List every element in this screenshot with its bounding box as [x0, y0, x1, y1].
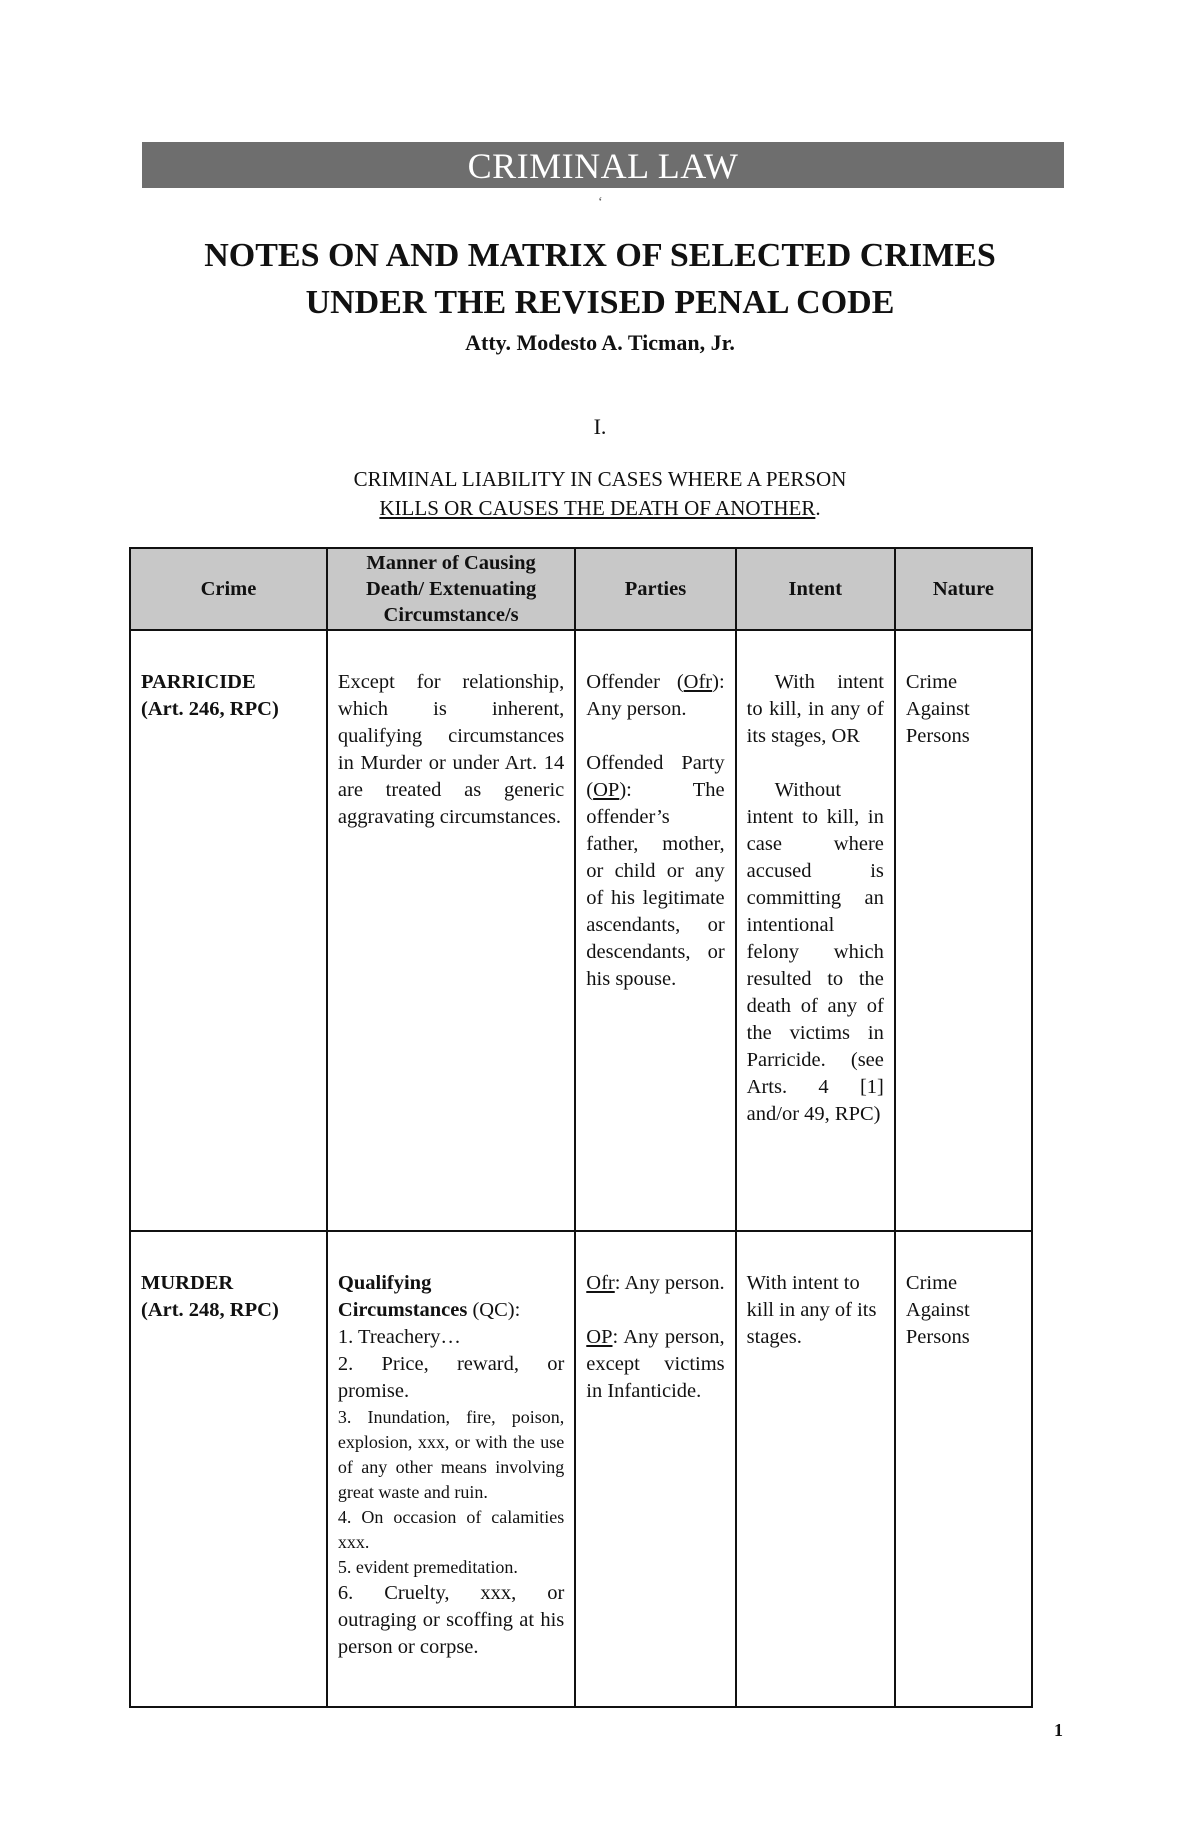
qc-item: 1. Treachery…: [337, 1326, 461, 1348]
crime-cell: [130, 1231, 327, 1707]
parties-cell: [575, 1231, 735, 1707]
document-title-line-2: UNDER THE REVISED PENAL CODE: [305, 284, 895, 321]
header-nature: Nature: [895, 548, 1032, 630]
intent-without: Without intent to kill, in case where accused is committing an intentional felony which resulted to the death of any of the victims in Parricide. (see Arts. 4 [1] and/or 49, RPC): [746, 779, 884, 1125]
document-title-line-1: NOTES ON AND MATRIX OF SELECTED CRIMES: [204, 237, 996, 274]
crime-article: (Art. 246, RPC): [141, 698, 279, 720]
qc-item: 2. Price, reward, or promise.: [337, 1353, 565, 1402]
intent-cell: [736, 630, 895, 1231]
qc-item: 5. evident premeditation.: [337, 1557, 518, 1577]
nature-cell: Crime Against Persons: [895, 630, 1032, 1231]
subject-banner: [142, 142, 1064, 188]
offended-text: ): The offender’s father, mother, or child or any of his legitimate ascendants, or descendants, or his spouse.: [586, 779, 725, 990]
header-manner-line-3: Circumstance/s: [383, 604, 519, 626]
parties-cell: [575, 630, 735, 1231]
section-heading-underlined: KILLS OR CAUSES THE DEATH OF ANOTHER: [379, 496, 816, 520]
qc-item: 3. Inundation, fire, poison, explosion, xxx, or with the use of any other means involving great waste and ruin.: [337, 1407, 565, 1502]
table-header-row: [130, 548, 1032, 630]
offended-entry: [586, 1324, 724, 1405]
crimes-matrix-table: [129, 547, 1033, 1708]
crime-name: PARRICIDE: [141, 671, 256, 693]
header-manner-line-1: Manner of Causing: [366, 552, 536, 574]
intent-with: With intent to kill, in any of its stages, OR: [746, 671, 884, 747]
header-intent: Intent: [736, 548, 895, 630]
table-row: [130, 1231, 1032, 1707]
offender-entry: Offender (Ofr): Any person.: [586, 671, 725, 720]
offended-abbr: OP: [593, 779, 620, 801]
offender-text: : Any person.: [614, 1272, 725, 1294]
offender-entry: [586, 1270, 724, 1297]
nature-cell: Crime Against Persons: [895, 1231, 1032, 1707]
offended-label: Offended Party: [586, 752, 725, 774]
section-heading-period: .: [815, 496, 821, 520]
section-heading-line-1: CRIMINAL LIABILITY IN CASES WHERE A PERSON: [353, 467, 847, 491]
header-parties: Parties: [575, 548, 735, 630]
manner-cell: [327, 1231, 575, 1707]
manner-cell: Except for relationship, which is inherent, qualifying circumstances in Murder or under Art. 14 are treated as generic aggravating circumstances.: [327, 630, 575, 1231]
header-crime: Crime: [130, 548, 327, 630]
intent-cell: With intent to kill in any of its stages.: [736, 1231, 895, 1707]
offender-text: ): Any person.: [586, 671, 725, 720]
offended-entry: Offended Party (OP): The offender’s father, mother, or child or any of his legitimate ascendants, or descendants, or his spouse.: [586, 752, 725, 990]
qc-item: 6. Cruelty, xxx, or outraging or scoffing at his person or corpse.: [337, 1582, 565, 1658]
section-heading-line-2: [0, 496, 1200, 521]
qc-item: 4. On occasion of calamities xxx.: [337, 1507, 565, 1552]
offender-abbr: Ofr: [683, 671, 713, 693]
offended-text: : Any person, except victims in Infanticide.: [586, 1326, 725, 1402]
header-manner-line-2: Death/ Extenuating: [365, 578, 537, 600]
offender-label: Offender: [586, 671, 660, 693]
qc-heading-text: Qualifying Circumstances: [337, 1272, 468, 1321]
qc-abbr: (QC):: [467, 1299, 521, 1321]
offended-abbr: OP: [586, 1326, 613, 1348]
page-number: 1: [1054, 1720, 1063, 1740]
subject-title: CRIMINAL LAW: [467, 146, 739, 186]
author-name: Atty. Modesto A. Ticman, Jr.: [465, 330, 735, 355]
crime-name: MURDER: [141, 1272, 234, 1294]
crime-article: (Art. 248, RPC): [141, 1299, 279, 1321]
crime-cell: [130, 630, 327, 1231]
header-manner: [327, 548, 575, 630]
section-number: I.: [593, 414, 607, 439]
table-row: [130, 630, 1032, 1231]
offender-abbr: Ofr: [586, 1272, 615, 1294]
stray-mark: ‘: [598, 195, 603, 210]
qc-heading: [338, 1270, 564, 1324]
